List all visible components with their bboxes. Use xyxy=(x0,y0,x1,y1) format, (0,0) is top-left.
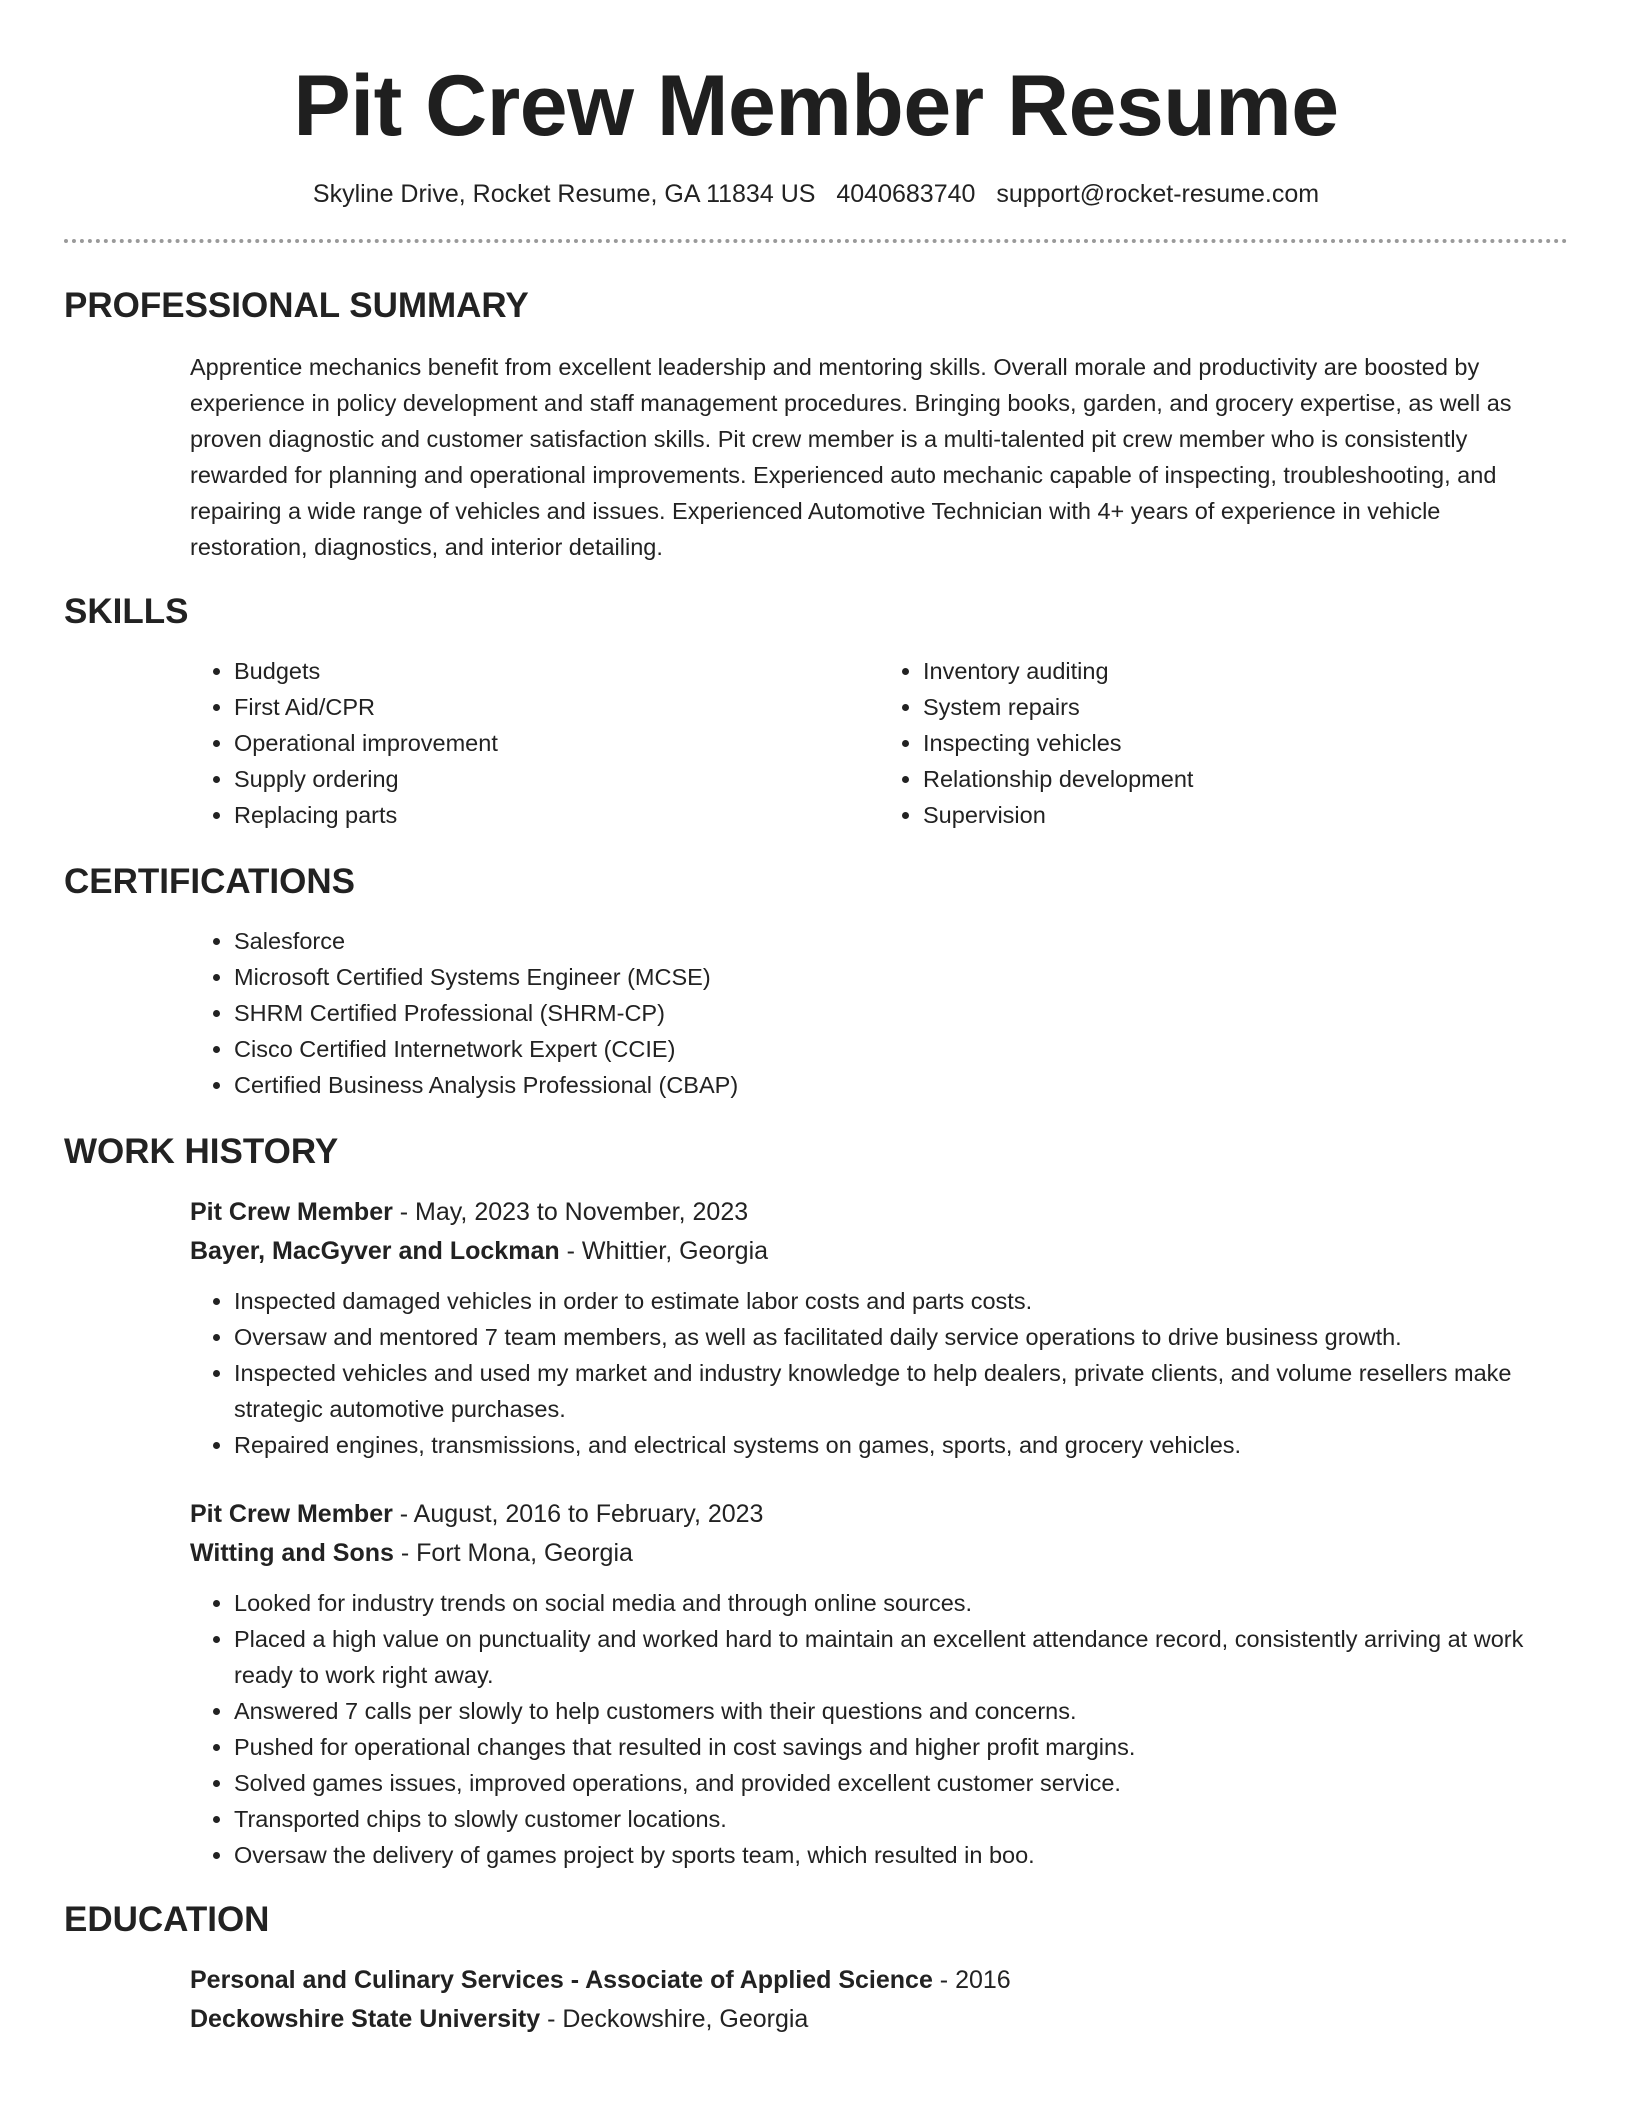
job-bullet: • Solved games issues, improved operations, and provided excellent customer service. xyxy=(234,1765,1568,1801)
job-bullet: • Placed a high value on punctuality and worked hard to maintain an excellent attendance record, consistently arriving at work ready to work right away. xyxy=(234,1621,1568,1693)
certifications-section xyxy=(64,861,1568,1103)
job-title-line xyxy=(190,1193,1568,1232)
skill-item: • Supervision xyxy=(923,797,1568,833)
skill-item: • First Aid/CPR xyxy=(234,689,879,725)
job-bullet: • Looked for industry trends on social media and through online sources. xyxy=(234,1585,1568,1621)
skill-item: • Operational improvement xyxy=(234,725,879,761)
job-company-line xyxy=(190,1534,1568,1573)
education-year: - 2016 xyxy=(932,1966,1011,1994)
certifications-heading: CERTIFICATIONS xyxy=(64,862,356,901)
job-bullet: • Oversaw the delivery of games project by sports team, which resulted in boo. xyxy=(234,1837,1568,1873)
skills-list-right xyxy=(879,653,1568,833)
certification-item: • SHRM Certified Professional (SHRM-CP) xyxy=(234,995,1568,1031)
skills-heading: SKILLS xyxy=(64,592,189,631)
job-bullet: • Inspected vehicles and used my market and industry knowledge to help dealers, private clients, and volume resellers make strategic automotive purchases. xyxy=(234,1355,1568,1427)
work-history-section xyxy=(64,1131,1568,1873)
resume-title: Pit Crew Member Resume xyxy=(293,58,1339,154)
skill-item: • Budgets xyxy=(234,653,879,689)
education-heading: EDUCATION xyxy=(64,1900,270,1939)
job-company: Bayer, MacGyver and Lockman xyxy=(190,1237,560,1265)
certification-item: • Microsoft Certified Systems Engineer (MCSE) xyxy=(234,959,1568,995)
job-dates: - August, 2016 to February, 2023 xyxy=(392,1500,764,1528)
education-section xyxy=(64,1899,1568,2039)
job-dates: - May, 2023 to November, 2023 xyxy=(392,1198,749,1226)
skills-list-left xyxy=(190,653,879,833)
job-bullet: • Inspected damaged vehicles in order to estimate labor costs and parts costs. xyxy=(234,1283,1568,1319)
contact-line xyxy=(64,178,1568,210)
header-divider xyxy=(64,239,1568,243)
work-history-heading: WORK HISTORY xyxy=(64,1132,339,1171)
job-location: - Fort Mona, Georgia xyxy=(393,1539,633,1567)
certification-item: • Certified Business Analysis Professional (CBAP) xyxy=(234,1067,1568,1103)
skill-item: • Inspecting vehicles xyxy=(923,725,1568,761)
summary-section xyxy=(64,285,1568,565)
certification-item: • Cisco Certified Internetwork Expert (CCIE) xyxy=(234,1031,1568,1067)
skills-grid xyxy=(190,653,1568,833)
job-company-line xyxy=(190,1232,1568,1271)
contact-phone: 4040683740 xyxy=(836,180,976,208)
job-role: Pit Crew Member xyxy=(190,1500,393,1528)
education-degree-line xyxy=(190,1961,1568,2000)
summary-text: Apprentice mechanics benefit from excellent leadership and mentoring skills. Overall morale and productivity are boosted by experience in policy development and staff management procedures. Bringing books, garden, and grocery expertise, as well as proven diagnostic and customer satisfaction skills. Pit crew member is a multi-talented pit crew member who is consistently rewarded for planning and operational improvements. Experienced auto mechanic capable of inspecting, troubleshooting, and repairing a wide range of vehicles and issues. Experienced Automotive Technician with 4+ years of experience in vehicle restoration, diagnostics, and interior detailing. xyxy=(190,354,1512,560)
skill-item: • System repairs xyxy=(923,689,1568,725)
resume-page xyxy=(64,0,1568,2039)
job-bullet: • Pushed for operational changes that resulted in cost savings and higher profit margins. xyxy=(234,1729,1568,1765)
education-entry xyxy=(190,1961,1568,2039)
contact-address: Skyline Drive, Rocket Resume, GA 11834 US xyxy=(312,180,816,208)
job-bullets xyxy=(190,1283,1568,1463)
skill-item: • Relationship development xyxy=(923,761,1568,797)
job-bullet: • Transported chips to slowly customer locations. xyxy=(234,1801,1568,1837)
job-bullets xyxy=(190,1585,1568,1873)
education-school: Deckowshire State University xyxy=(190,2005,541,2033)
education-degree: Personal and Culinary Services - Associate of Applied Science xyxy=(190,1966,933,1994)
education-school-line xyxy=(190,2000,1568,2039)
skill-item: • Supply ordering xyxy=(234,761,879,797)
job-bullet: • Oversaw and mentored 7 team members, as well as facilitated daily service operations to drive business growth. xyxy=(234,1319,1568,1355)
job-bullet: • Answered 7 calls per slowly to help customers with their questions and concerns. xyxy=(234,1693,1568,1729)
contact-email: support@rocket-resume.com xyxy=(996,180,1320,208)
job-location: - Whittier, Georgia xyxy=(559,1237,769,1265)
job-bullet: • Repaired engines, transmissions, and electrical systems on games, sports, and grocery vehicles. xyxy=(234,1427,1568,1463)
education-location: - Deckowshire, Georgia xyxy=(540,2005,809,2033)
job-entry xyxy=(190,1193,1568,1271)
job-company: Witting and Sons xyxy=(190,1539,394,1567)
skill-item: • Inventory auditing xyxy=(923,653,1568,689)
skill-item: • Replacing parts xyxy=(234,797,879,833)
certifications-list xyxy=(190,923,1568,1103)
job-title-line xyxy=(190,1495,1568,1534)
summary-heading: PROFESSIONAL SUMMARY xyxy=(64,286,529,325)
job-entry xyxy=(190,1495,1568,1573)
certification-item: • Salesforce xyxy=(234,923,1568,959)
job-role: Pit Crew Member xyxy=(190,1198,393,1226)
skills-section xyxy=(64,591,1568,833)
